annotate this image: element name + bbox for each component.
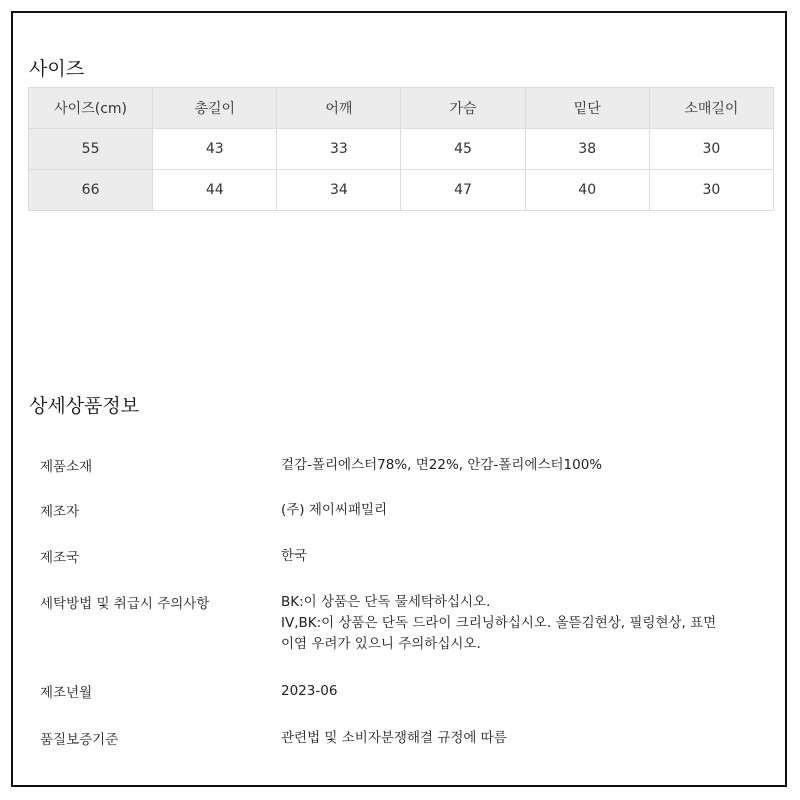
size-value-cell: 38 bbox=[525, 129, 649, 170]
size-value-cell: 45 bbox=[401, 129, 525, 170]
size-table-header-row bbox=[29, 88, 774, 129]
detail-value-line: 한국 bbox=[281, 548, 308, 564]
size-value-cell: 40 bbox=[525, 170, 649, 211]
table-row bbox=[29, 170, 774, 211]
detail-value-line: (주) 제이씨패밀리 bbox=[281, 502, 388, 518]
size-header-cell: 소매길이 bbox=[649, 88, 773, 129]
size-label-cell: 55 bbox=[29, 129, 153, 170]
size-header-cell: 어깨 bbox=[277, 88, 401, 129]
detail-value-line: 관련법 및 소비자분쟁해결 규정에 따름 bbox=[281, 730, 507, 746]
size-value-cell: 47 bbox=[401, 170, 525, 211]
detail-label: 품질보증기준 bbox=[40, 732, 119, 748]
detail-label: 제조국 bbox=[40, 550, 80, 566]
size-header-cell: 가슴 bbox=[401, 88, 525, 129]
size-section-title: 사이즈 bbox=[29, 58, 85, 80]
detail-value bbox=[281, 592, 761, 655]
detail-value bbox=[281, 681, 761, 702]
detail-value-line: IV,BK:이 상품은 단독 드라이 크리닝하십시오. 올뜯김현상, 필링현상, 표면 bbox=[281, 615, 717, 631]
size-value-cell: 43 bbox=[153, 129, 277, 170]
detail-section-title: 상세상품정보 bbox=[29, 395, 140, 417]
detail-value bbox=[281, 455, 761, 476]
detail-value-line: BK:이 상품은 단독 물세탁하십시오. bbox=[281, 594, 491, 610]
detail-value-line: 겉감-폴리에스터78%, 면22%, 안감-폴리에스터100% bbox=[281, 457, 603, 473]
size-header-cell: 밑단 bbox=[525, 88, 649, 129]
size-value-cell: 33 bbox=[277, 129, 401, 170]
detail-value-line: 이염 우려가 있으니 주의하십시오. bbox=[281, 636, 481, 652]
size-header-cell: 총길이 bbox=[153, 88, 277, 129]
size-header-cell: 사이즈(cm) bbox=[29, 88, 153, 129]
size-value-cell: 30 bbox=[649, 170, 773, 211]
detail-value-line: 2023-06 bbox=[281, 683, 338, 699]
detail-label: 제조자 bbox=[40, 504, 80, 520]
size-value-cell: 34 bbox=[277, 170, 401, 211]
size-table bbox=[28, 87, 774, 211]
detail-label: 제품소재 bbox=[40, 459, 93, 475]
table-row bbox=[29, 129, 774, 170]
detail-label: 세탁방법 및 취급시 주의사항 bbox=[40, 596, 210, 612]
detail-value bbox=[281, 546, 761, 567]
detail-value bbox=[281, 500, 761, 521]
detail-value bbox=[281, 728, 761, 749]
size-value-cell: 44 bbox=[153, 170, 277, 211]
detail-label: 제조년월 bbox=[40, 685, 93, 701]
size-label-cell: 66 bbox=[29, 170, 153, 211]
size-value-cell: 30 bbox=[649, 129, 773, 170]
